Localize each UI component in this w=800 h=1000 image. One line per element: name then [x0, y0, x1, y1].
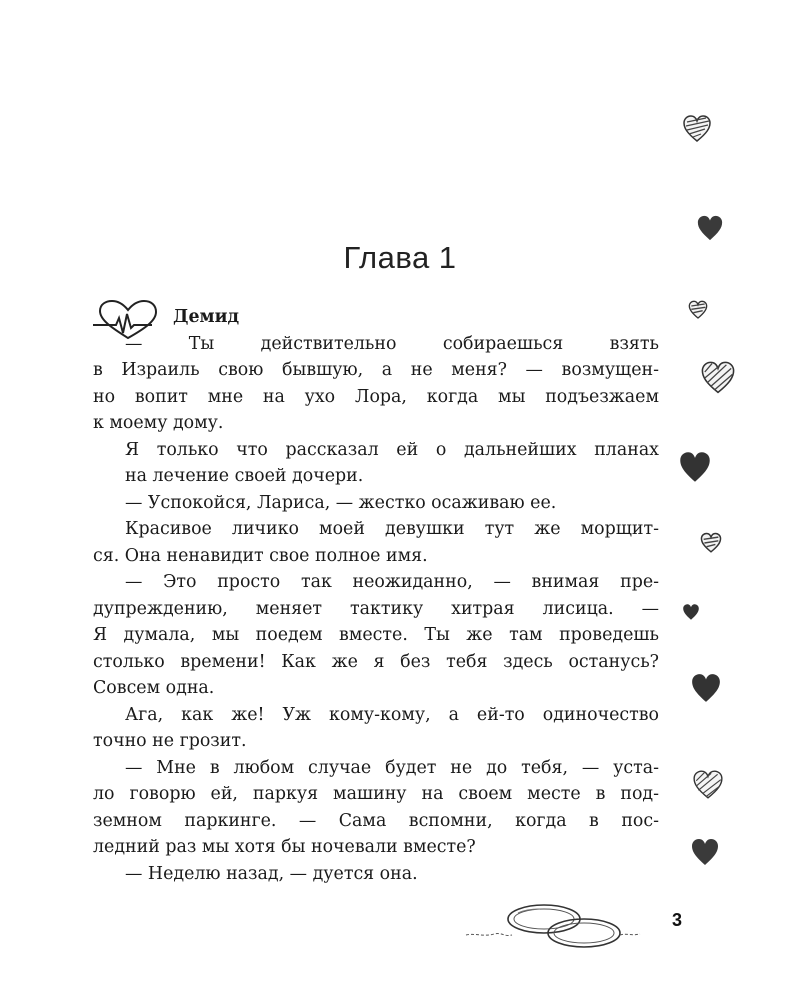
text-line: Красивое личико моей девушки тут же морщит- [125, 519, 659, 539]
text-line: ледний раз мы хотя бы ночевали вместе? [93, 837, 476, 857]
heart-icon [690, 671, 722, 705]
heart-icon [688, 300, 708, 320]
text-line: дупреждению, меняет тактику хитрая лисица. — [93, 598, 659, 619]
text-line: но вопит мне на ухо Лора, когда мы подъезжаем [93, 386, 659, 407]
text-line: к моему дому. [93, 413, 224, 433]
page-number: 3 [672, 910, 683, 930]
heart-icon [682, 114, 712, 144]
chapter-title: Глава 1 [343, 240, 457, 275]
chapter-text [93, 304, 659, 887]
text-line: — Неделю назад, — дуется она. [125, 863, 418, 884]
heart-icon [696, 211, 724, 245]
text-line: столько времени! Как же я без тебя здесь останусь? [93, 651, 659, 672]
heart-icon [678, 450, 712, 484]
text-line: Совсем одна. [93, 678, 215, 698]
text-line: земном паркинге. — Сама вспомни, когда в пос- [93, 810, 659, 831]
heart-icon [700, 532, 722, 554]
speaker-name: Демид [173, 307, 240, 327]
text-line: — Успокойся, Лариса, — жестко осаживаю ее. [125, 492, 557, 513]
text-line: Я думала, мы поедем вместе. Ты же там проведешь [93, 625, 659, 645]
text-line: точно не грозит. [93, 731, 247, 751]
text-line: Я только что рассказал ей о дальнейших планах [125, 439, 659, 460]
wedding-rings-icon [462, 897, 642, 955]
text-line: — Мне в любом случае будет не до тебя, — уста- [125, 757, 659, 778]
heart-icon [700, 360, 736, 396]
heart-icon [692, 768, 724, 802]
heart-icon [682, 600, 700, 624]
heart-icon [690, 835, 720, 869]
text-line: Ага, как же! Уж кому-кому, а ей-то одиночество [125, 704, 659, 725]
text-line: на лечение своей дочери. [125, 466, 364, 486]
text-line: — Ты действительно собираешься взять [125, 333, 659, 354]
text-line: — Это просто так неожиданно, — внимая пре- [125, 572, 659, 592]
text-line: в Израиль свою бывшую, а не меня? — возмущен- [93, 360, 659, 380]
text-line: ло говорю ей, паркуя машину на своем месте в под- [93, 784, 659, 804]
text-line: ся. Она ненавидит свое полное имя. [93, 545, 428, 566]
